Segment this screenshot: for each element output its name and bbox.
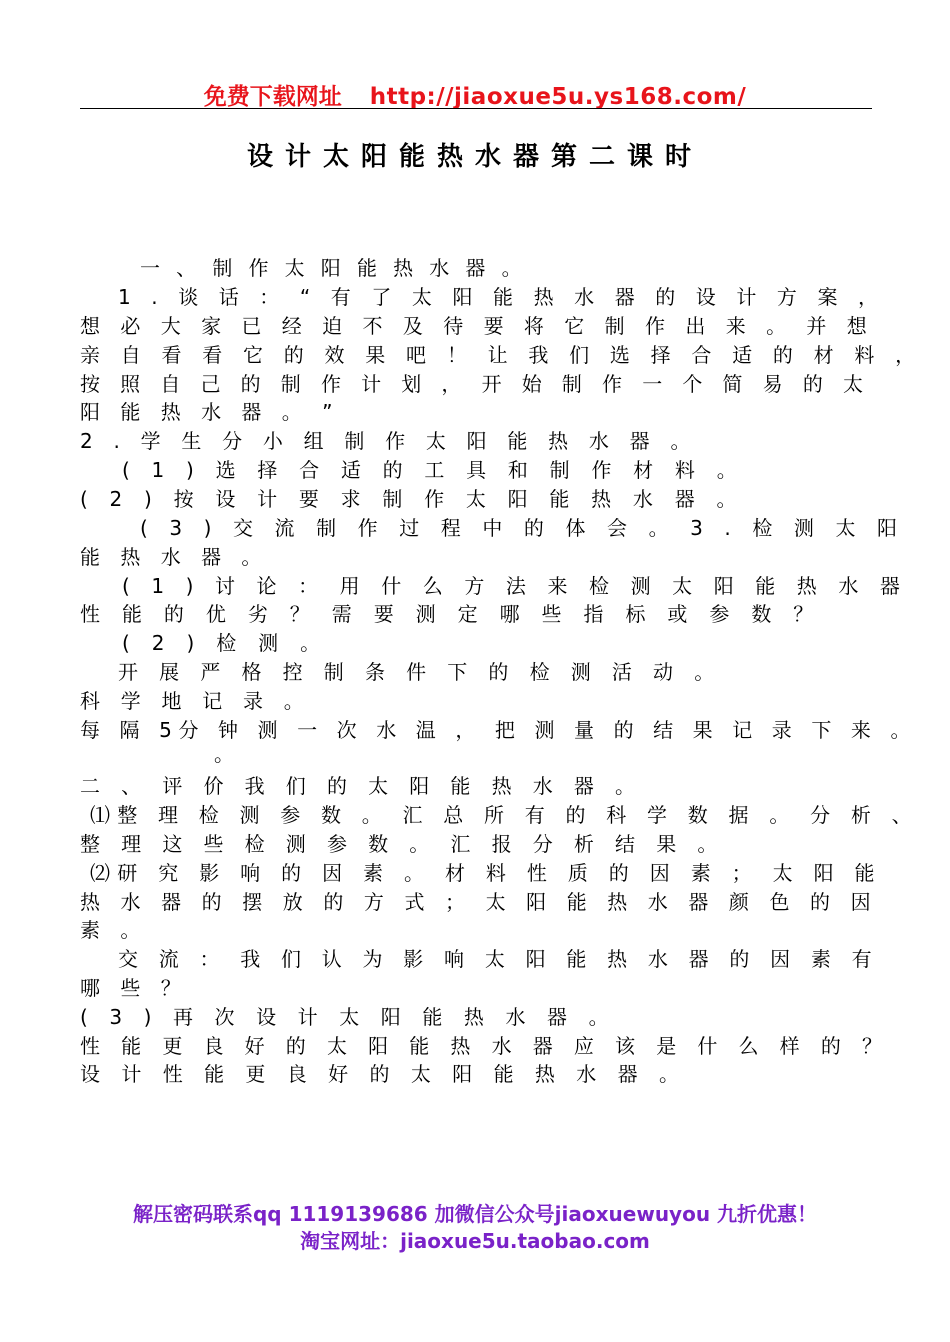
body-line: 二 、 评 价 我 们 的 太 阳 能 热 水 器 。 <box>80 774 643 798</box>
body-line: 热 水 器 的 摆 放 的 方 式 ； 太 阳 能 热 水 器 颜 色 的 因 <box>80 890 878 914</box>
body-line: 每 隔 5分 钟 测 一 次 水 温 ， 把 测 量 的 结 果 记 录 下 来 。 <box>80 718 918 742</box>
body-line: ( 2 ) 检 测 。 <box>122 631 328 655</box>
body-line: 性 能 的 优 劣 ？ 需 要 测 定 哪 些 指 标 或 参 数 ？ <box>80 602 822 626</box>
body-line: 科 学 地 记 录 。 <box>80 689 311 713</box>
body-line: ( 1 ) 讨 论 ： 用 什 么 方 法 来 检 测 太 阳 能 热 水 器 <box>122 574 908 598</box>
body-line: ( 3 ) 交 流 制 作 过 程 中 的 体 会 。 3 . 检 测 太 阳 <box>140 516 905 540</box>
footer-taobao-link[interactable]: 淘宝网址：jiaoxue5u.taobao.com <box>300 1229 650 1253</box>
body-line: 哪 些 ？ <box>80 976 188 1000</box>
body-line: 1 . 谈 话 ： “ 有 了 太 阳 能 热 水 器 的 设 计 方 案 ， <box>118 285 886 309</box>
page-title: 设计太阳能热水器第二课时 <box>246 142 703 172</box>
body-line: ⑵研 究 影 响 的 因 素 。 材 料 性 质 的 因 素 ； 太 阳 能 <box>90 861 882 885</box>
body-line: 性 能 更 良 好 的 太 阳 能 热 水 器 应 该 是 什 么 样 的 ？ <box>80 1034 890 1058</box>
body-line: ⑴整 理 检 测 参 数 。 汇 总 所 有 的 科 学 数 据 。 分 析 、 <box>90 803 919 827</box>
body-line: 整 理 这 些 检 测 参 数 。 汇 报 分 析 结 果 。 <box>80 832 725 856</box>
body-line: ( 1 ) 选 择 合 适 的 工 具 和 制 作 材 料 。 <box>122 458 745 482</box>
body-line: 开 展 严 格 控 制 条 件 下 的 检 测 活 动 。 <box>118 660 722 684</box>
body-line: 素 。 <box>80 918 148 942</box>
body-line: 阳 能 热 水 器 。 ” <box>80 400 340 424</box>
body-line: 设 计 性 能 更 良 好 的 太 阳 能 热 水 器 。 <box>80 1062 687 1086</box>
body-line: 想 必 大 家 已 经 迫 不 及 待 要 将 它 制 作 出 来 。 并 想 <box>80 314 874 338</box>
body-line: 。 <box>214 742 234 766</box>
header-url-link[interactable]: http://jiaoxue5u.ys168.com/ <box>369 84 747 110</box>
body-line: ( 3 ) 再 次 设 计 太 阳 能 热 水 器 。 <box>80 1005 617 1029</box>
body-line: 按 照 自 己 的 制 作 计 划 ， 开 始 制 作 一 个 简 易 的 太 <box>80 372 870 396</box>
footer-contact-line: 解压密码联系qq 1119139686 加微信公众号jiaoxuewuyou 九折优惠！ <box>132 1202 818 1226</box>
body-line: 一 、 制 作 太 阳 能 热 水 器 。 <box>140 256 527 280</box>
header-label: 免费下载网址 <box>203 84 342 110</box>
body-line: ( 2 ) 按 设 计 要 求 制 作 太 阳 能 热 水 器 。 <box>80 487 745 511</box>
body-line: 交 流 ： 我 们 认 为 影 响 太 阳 能 热 水 器 的 因 素 有 <box>118 947 879 971</box>
body-line: 2 . 学 生 分 小 组 制 作 太 阳 能 热 水 器 。 <box>80 429 698 453</box>
header-divider <box>80 108 872 109</box>
body-line: 能 热 水 器 。 <box>80 545 269 569</box>
body-line: 亲 自 看 看 它 的 效 果 吧 ！ 让 我 们 选 择 合 适 的 材 料 ， <box>80 343 923 367</box>
download-header <box>0 78 950 111</box>
